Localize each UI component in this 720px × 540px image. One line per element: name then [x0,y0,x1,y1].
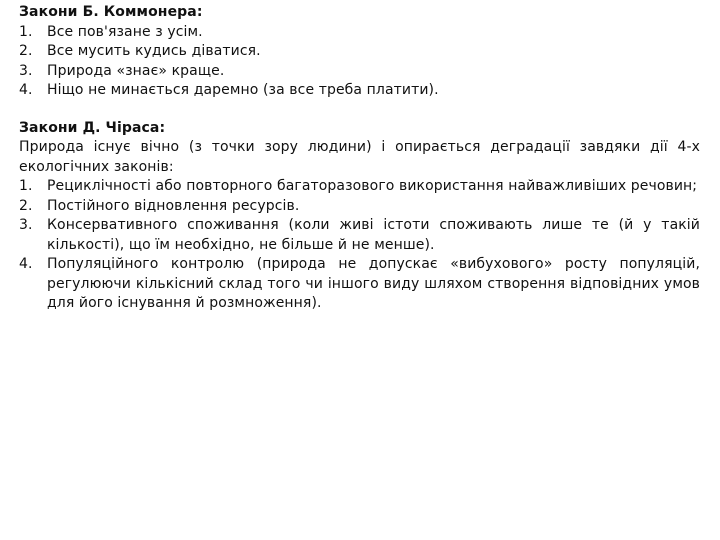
list-item-text: Ніщо не минається даремно (за все треба платити). [47,82,439,98]
list-item [19,62,700,82]
list-item [19,255,700,314]
list-item-text: Постійного відновлення ресурсів. [47,197,300,214]
list-item-text: Все пов'язане з усім. [47,23,203,40]
list-item-text: Популяційного контролю (природа не допускає «вибухового» росту популяцій, регулюючи кількісний склад того чи іншого виду шляхом створення відповідних умов для його існування й розмноження). [47,256,700,311]
list-item-text: Природа «знає» краще. [47,62,225,79]
slide-content [19,3,700,314]
list-item-number: 4. [19,82,33,98]
chiras-laws-heading: Закони Д. Чіраса: [19,119,166,136]
list-item-number: 1. [19,178,33,194]
list-item-number: 2. [19,43,33,59]
list-item-text: Все мусить кудись діватися. [47,43,261,59]
list-item [19,42,700,62]
commoner-laws-list [19,23,700,101]
chiras-laws-list [19,177,700,314]
list-item-text: Рециклічності або повторного багаторазового використання найважливіших речовин; [47,178,698,194]
section-spacer [19,101,700,119]
list-item-number: 4. [19,256,33,272]
chiras-laws-intro: Природа існує вічно (з точки зору людини) і опирається деградації завдяки дії 4-х екологічних законів: [19,139,700,175]
list-item [19,197,700,217]
list-item-number: 3. [19,62,33,79]
list-item [19,23,700,43]
list-item-number: 3. [19,217,33,233]
list-item-number: 2. [19,197,33,214]
list-item [19,81,700,101]
list-item-number: 1. [19,23,33,40]
commoner-laws-heading: Закони Б. Коммонера: [19,4,203,20]
list-item-text: Консервативного споживання (коли живі істоти споживають лише те (й у такій кількості), що їм необхідно, не більше й не менше). [47,217,700,253]
list-item [19,177,700,197]
list-item [19,216,700,255]
